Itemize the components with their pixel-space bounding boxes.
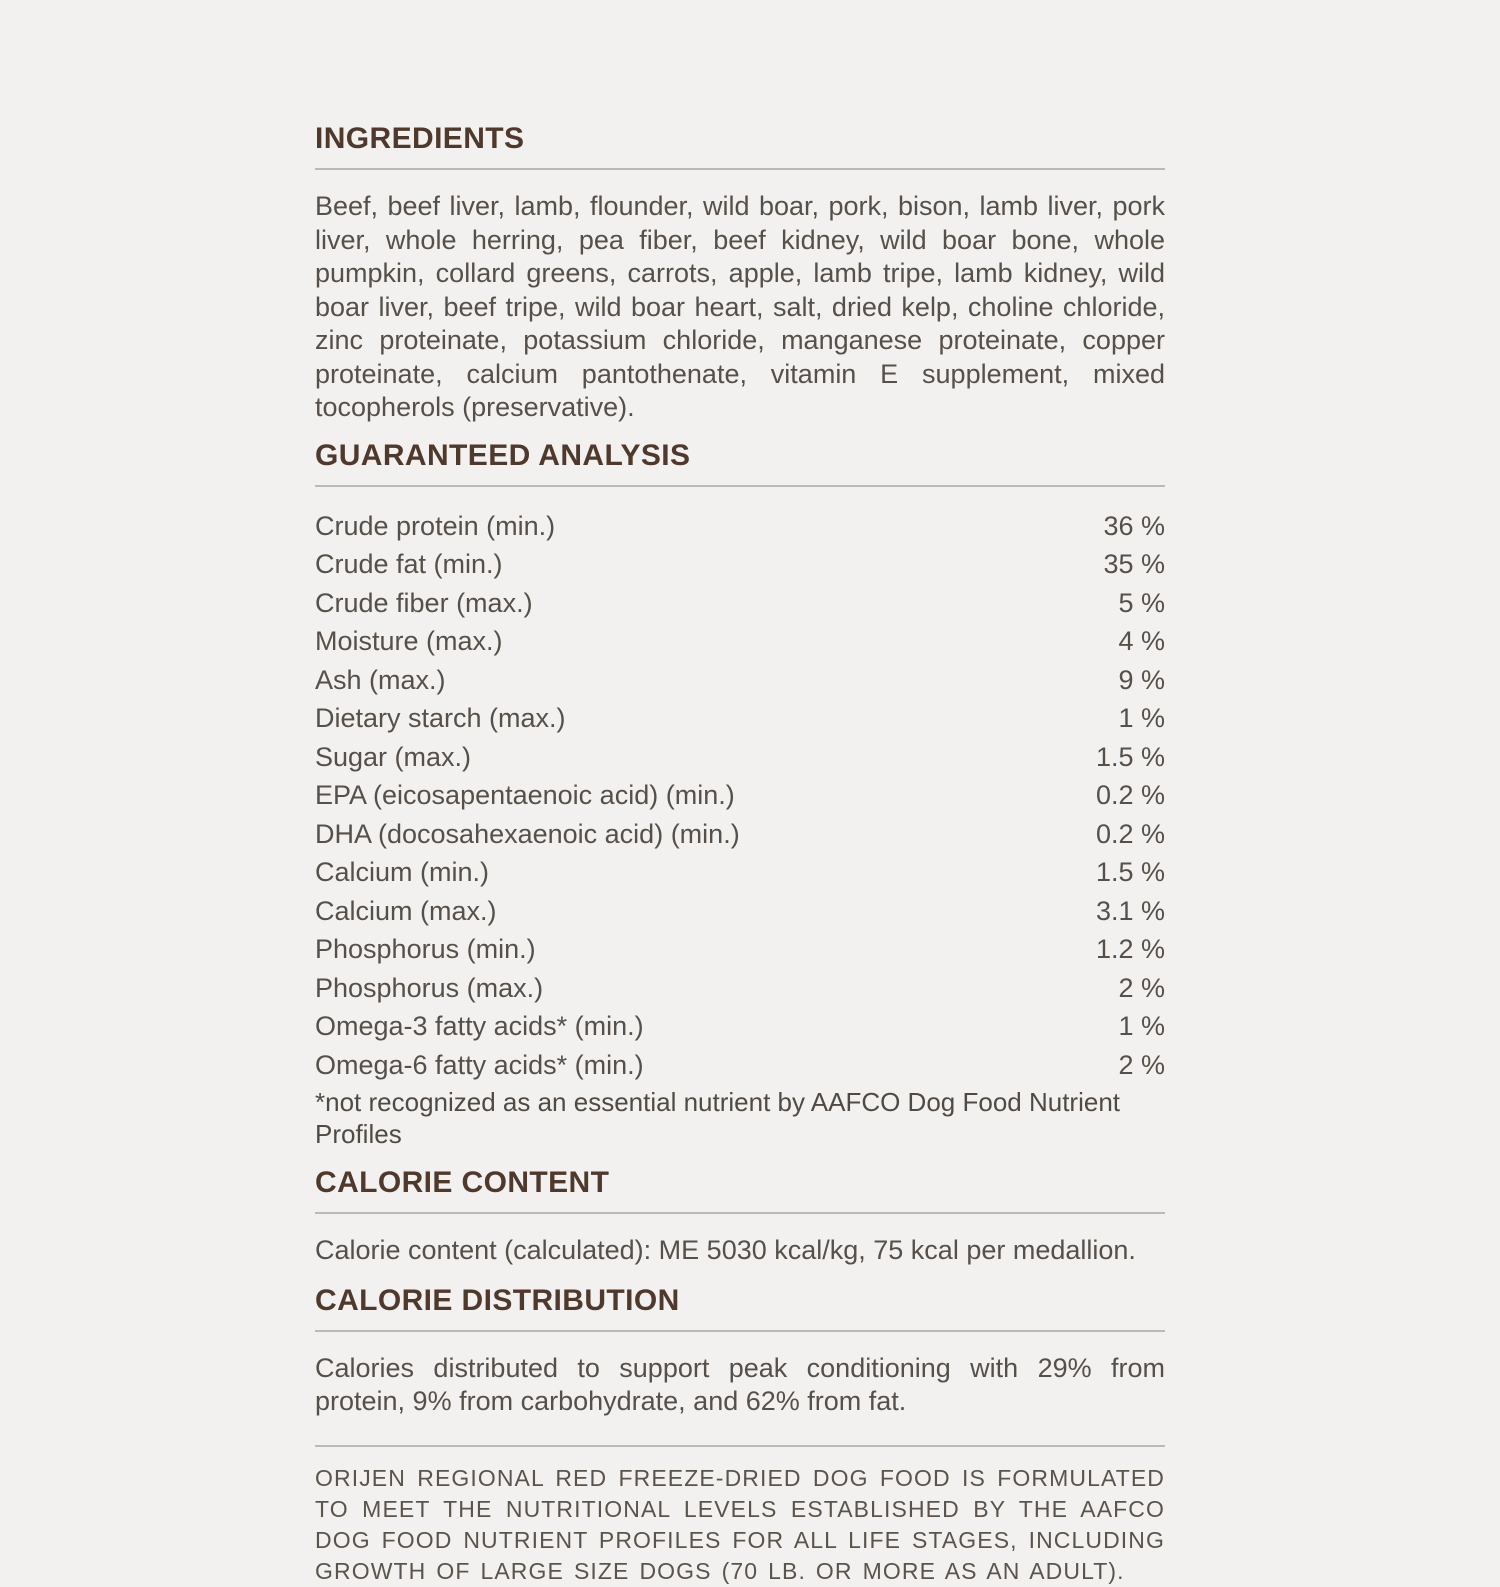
analysis-row — [315, 930, 1165, 969]
guaranteed-analysis-divider — [315, 485, 1165, 487]
guaranteed-analysis-heading: GUARANTEED ANALYSIS — [315, 438, 691, 472]
calorie-distribution-heading: CALORIE DISTRIBUTION — [315, 1283, 680, 1317]
analysis-row-label: Crude fat (min.) — [315, 549, 503, 579]
analysis-row-label: Phosphorus (min.) — [315, 934, 536, 964]
analysis-row — [315, 969, 1165, 1008]
analysis-row-label: Sugar (max.) — [315, 741, 472, 772]
aafco-statement-text: ORIJEN REGIONAL RED FREEZE-DRIED DOG FOOD IS FORMULATED TO MEET THE NUTRITIONAL LEVELS ESTABLISHED BY THE AAFCO DOG FOOD NUTRIENT PROFILES FOR ALL LIFE STAGES, INCLUDING GROWTH OF LARGE SIZE DOGS (70 LB. OR MORE AS AN ADULT). — [315, 1464, 1165, 1584]
calorie-distribution-section — [315, 1284, 1165, 1419]
analysis-row — [315, 661, 1165, 700]
analysis-row-label: DHA (docosahexaenoic acid) (min.) — [315, 818, 740, 849]
aafco-divider — [315, 1445, 1165, 1447]
analysis-row — [315, 1046, 1165, 1085]
analysis-row-label: EPA (eicosapentaenoic acid) (min.) — [315, 780, 735, 810]
analysis-row-value: 9 % — [1118, 664, 1165, 695]
analysis-row-label: Calcium (max.) — [315, 895, 497, 926]
analysis-row-value: 0.2 % — [1095, 818, 1165, 849]
analysis-footnote: *not recognized as an essential nutrient by AAFCO Dog Food Nutrient Profiles — [315, 1087, 1120, 1149]
analysis-row — [315, 507, 1165, 546]
analysis-row — [315, 584, 1165, 623]
analysis-row-value: 1 % — [1118, 703, 1165, 733]
ingredients-text: Beef, beef liver, lamb, flounder, wild boar, pork, bison, lamb liver, pork liver, whole herring, pea fiber, beef kidney, wild boar bone, whole pumpkin, collard greens, carrots, apple, lamb tripe, lamb kidney, wild boar liver, beef tripe, wild boar heart, salt, dried kelp, choline chloride, zinc proteinate, potassium chloride, manganese proteinate, copper proteinate, calcium pantothenate, vitamin E supplement, mixed tocopherols (preservative). — [315, 191, 1165, 422]
analysis-row-value: 4 % — [1118, 626, 1165, 656]
analysis-row — [315, 853, 1165, 892]
analysis-row-label: Dietary starch (max.) — [315, 703, 566, 733]
calorie-content-section — [315, 1166, 1165, 1268]
analysis-row — [315, 622, 1165, 661]
analysis-row-value: 2 % — [1118, 972, 1165, 1003]
analysis-row-label: Ash (max.) — [315, 664, 446, 695]
analysis-row-label: Crude fiber (max.) — [315, 587, 533, 618]
analysis-row-label: Omega-3 fatty acids* (min.) — [315, 1011, 644, 1041]
nutrition-label-panel — [315, 0, 1165, 1587]
calorie-content-heading: CALORIE CONTENT — [315, 1166, 610, 1199]
analysis-row-value: 1.5 % — [1095, 741, 1165, 772]
calorie-content-divider — [315, 1212, 1165, 1214]
analysis-row — [315, 892, 1165, 931]
analysis-row-value: 1.5 % — [1095, 857, 1165, 887]
analysis-row — [315, 815, 1165, 854]
analysis-row-value: 1 % — [1118, 1011, 1165, 1041]
analysis-row-label: Moisture (max.) — [315, 626, 503, 656]
ingredients-section — [315, 122, 1165, 425]
calorie-distribution-text: Calories distributed to support peak conditioning with 29% from protein, 9% from carbohydrate, and 62% from fat. — [315, 1352, 1165, 1416]
analysis-row-value: 35 % — [1103, 549, 1165, 579]
analysis-row-value: 36 % — [1103, 510, 1165, 541]
analysis-row-value: 3.1 % — [1095, 895, 1165, 926]
guaranteed-analysis-table — [315, 507, 1165, 1085]
analysis-row — [315, 1007, 1165, 1046]
analysis-row-label: Phosphorus (max.) — [315, 972, 544, 1003]
analysis-row-value: 5 % — [1118, 587, 1165, 618]
analysis-row-value: 0.2 % — [1095, 780, 1165, 810]
analysis-row-label: Crude protein (min.) — [315, 510, 556, 541]
analysis-row — [315, 545, 1165, 584]
calorie-distribution-divider — [315, 1330, 1165, 1332]
analysis-row-value: 1.2 % — [1095, 934, 1165, 964]
ingredients-divider — [315, 168, 1165, 170]
analysis-row-label: Calcium (min.) — [315, 857, 490, 887]
analysis-row-label: Omega-6 fatty acids* (min.) — [315, 1049, 644, 1080]
analysis-row — [315, 738, 1165, 777]
guaranteed-analysis-section — [315, 439, 1165, 1151]
calorie-content-text: Calorie content (calculated): ME 5030 kcal/kg, 75 kcal per medallion. — [315, 1235, 1136, 1265]
analysis-row-value: 2 % — [1118, 1049, 1165, 1080]
analysis-row — [315, 699, 1165, 738]
aafco-statement-section — [315, 1445, 1165, 1587]
analysis-row — [315, 776, 1165, 815]
ingredients-heading: INGREDIENTS — [315, 122, 525, 155]
